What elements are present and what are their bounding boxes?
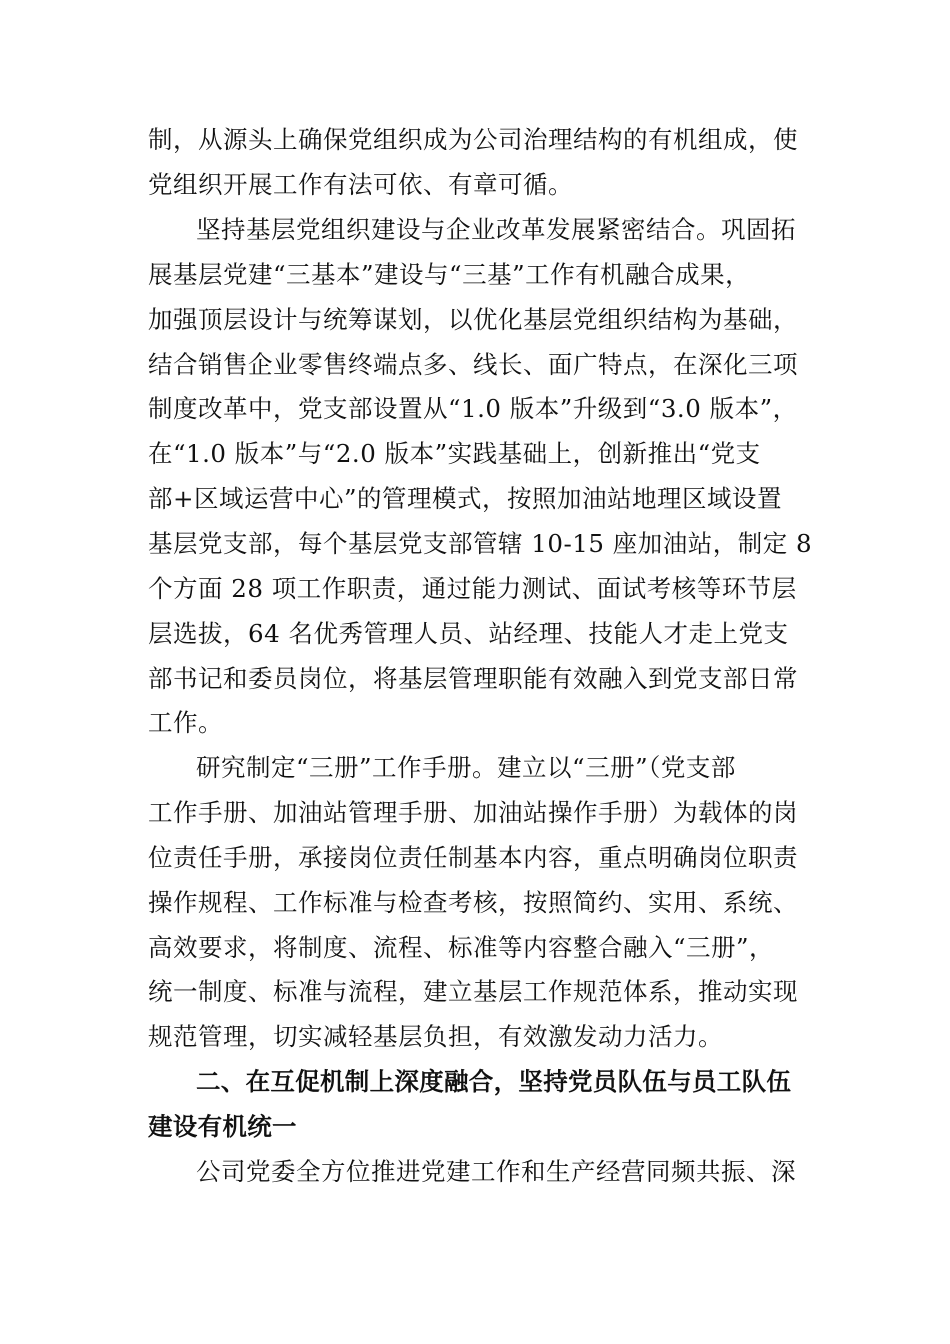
text-line: 制度改革中，党支部设置从“1.0 版本”升级到“3.0 版本”， bbox=[148, 394, 798, 423]
paragraph-first-line: 研究制定“三册”工作手册。建立以“三册”（党支部 bbox=[196, 753, 736, 782]
paragraph-first-line: 坚持基层党组织建设与企业改革发展紧密结合。巩固拓 bbox=[196, 215, 796, 244]
text-line: 高效要求，将制度、流程、标准等内容整合融入“三册”， bbox=[148, 933, 775, 962]
text-line: 部+区域运营中心”的管理模式，按照加油站地理区域设置 bbox=[148, 484, 783, 513]
text-line: 位责任手册，承接岗位责任制基本内容，重点明确岗位职责 bbox=[148, 843, 798, 872]
text-line: 基层党支部，每个基层党支部管辖 10-15 座加油站，制定 8 bbox=[148, 529, 813, 558]
text-line: 工作。 bbox=[148, 708, 223, 737]
section-heading: 建设有机统一 bbox=[148, 1112, 297, 1141]
paragraph-first-line: 公司党委全方位推进党建工作和生产经营同频共振、深 bbox=[196, 1157, 796, 1186]
text-line: 层选拔，64 名优秀管理人员、站经理、技能人才走上党支 bbox=[148, 619, 789, 648]
text-line: 加强顶层设计与统筹谋划，以优化基层党组织结构为基础， bbox=[148, 305, 798, 334]
text-line: 展基层党建“三基本”建设与“三基”工作有机融合成果， bbox=[148, 260, 751, 289]
text-line: 制，从源头上确保党组织成为公司治理结构的有机组成，使 bbox=[148, 125, 798, 154]
text-line: 党组织开展工作有法可依、有章可循。 bbox=[148, 170, 573, 199]
text-line: 操作规程、工作标准与检查考核，按照简约、实用、系统、 bbox=[148, 888, 798, 917]
text-line: 结合销售企业零售终端点多、线长、面广特点，在深化三项 bbox=[148, 350, 798, 379]
text-line: 规范管理，切实减轻基层负担，有效激发动力活力。 bbox=[148, 1022, 723, 1051]
text-line: 在“1.0 版本”与“2.0 版本”实践基础上，创新推出“党支 bbox=[148, 439, 761, 468]
text-line: 部书记和委员岗位，将基层管理职能有效融入到党支部日常 bbox=[148, 664, 798, 693]
section-heading: 二、在互促机制上深度融合，坚持党员队伍与员工队伍 bbox=[196, 1067, 792, 1096]
text-line: 个方面 28 项工作职责，通过能力测试、面试考核等环节层 bbox=[148, 574, 797, 603]
text-line: 统一制度、标准与流程，建立基层工作规范体系，推动实现 bbox=[148, 977, 798, 1006]
text-line: 工作手册、加油站管理手册、加油站操作手册）为载体的岗 bbox=[148, 798, 798, 827]
